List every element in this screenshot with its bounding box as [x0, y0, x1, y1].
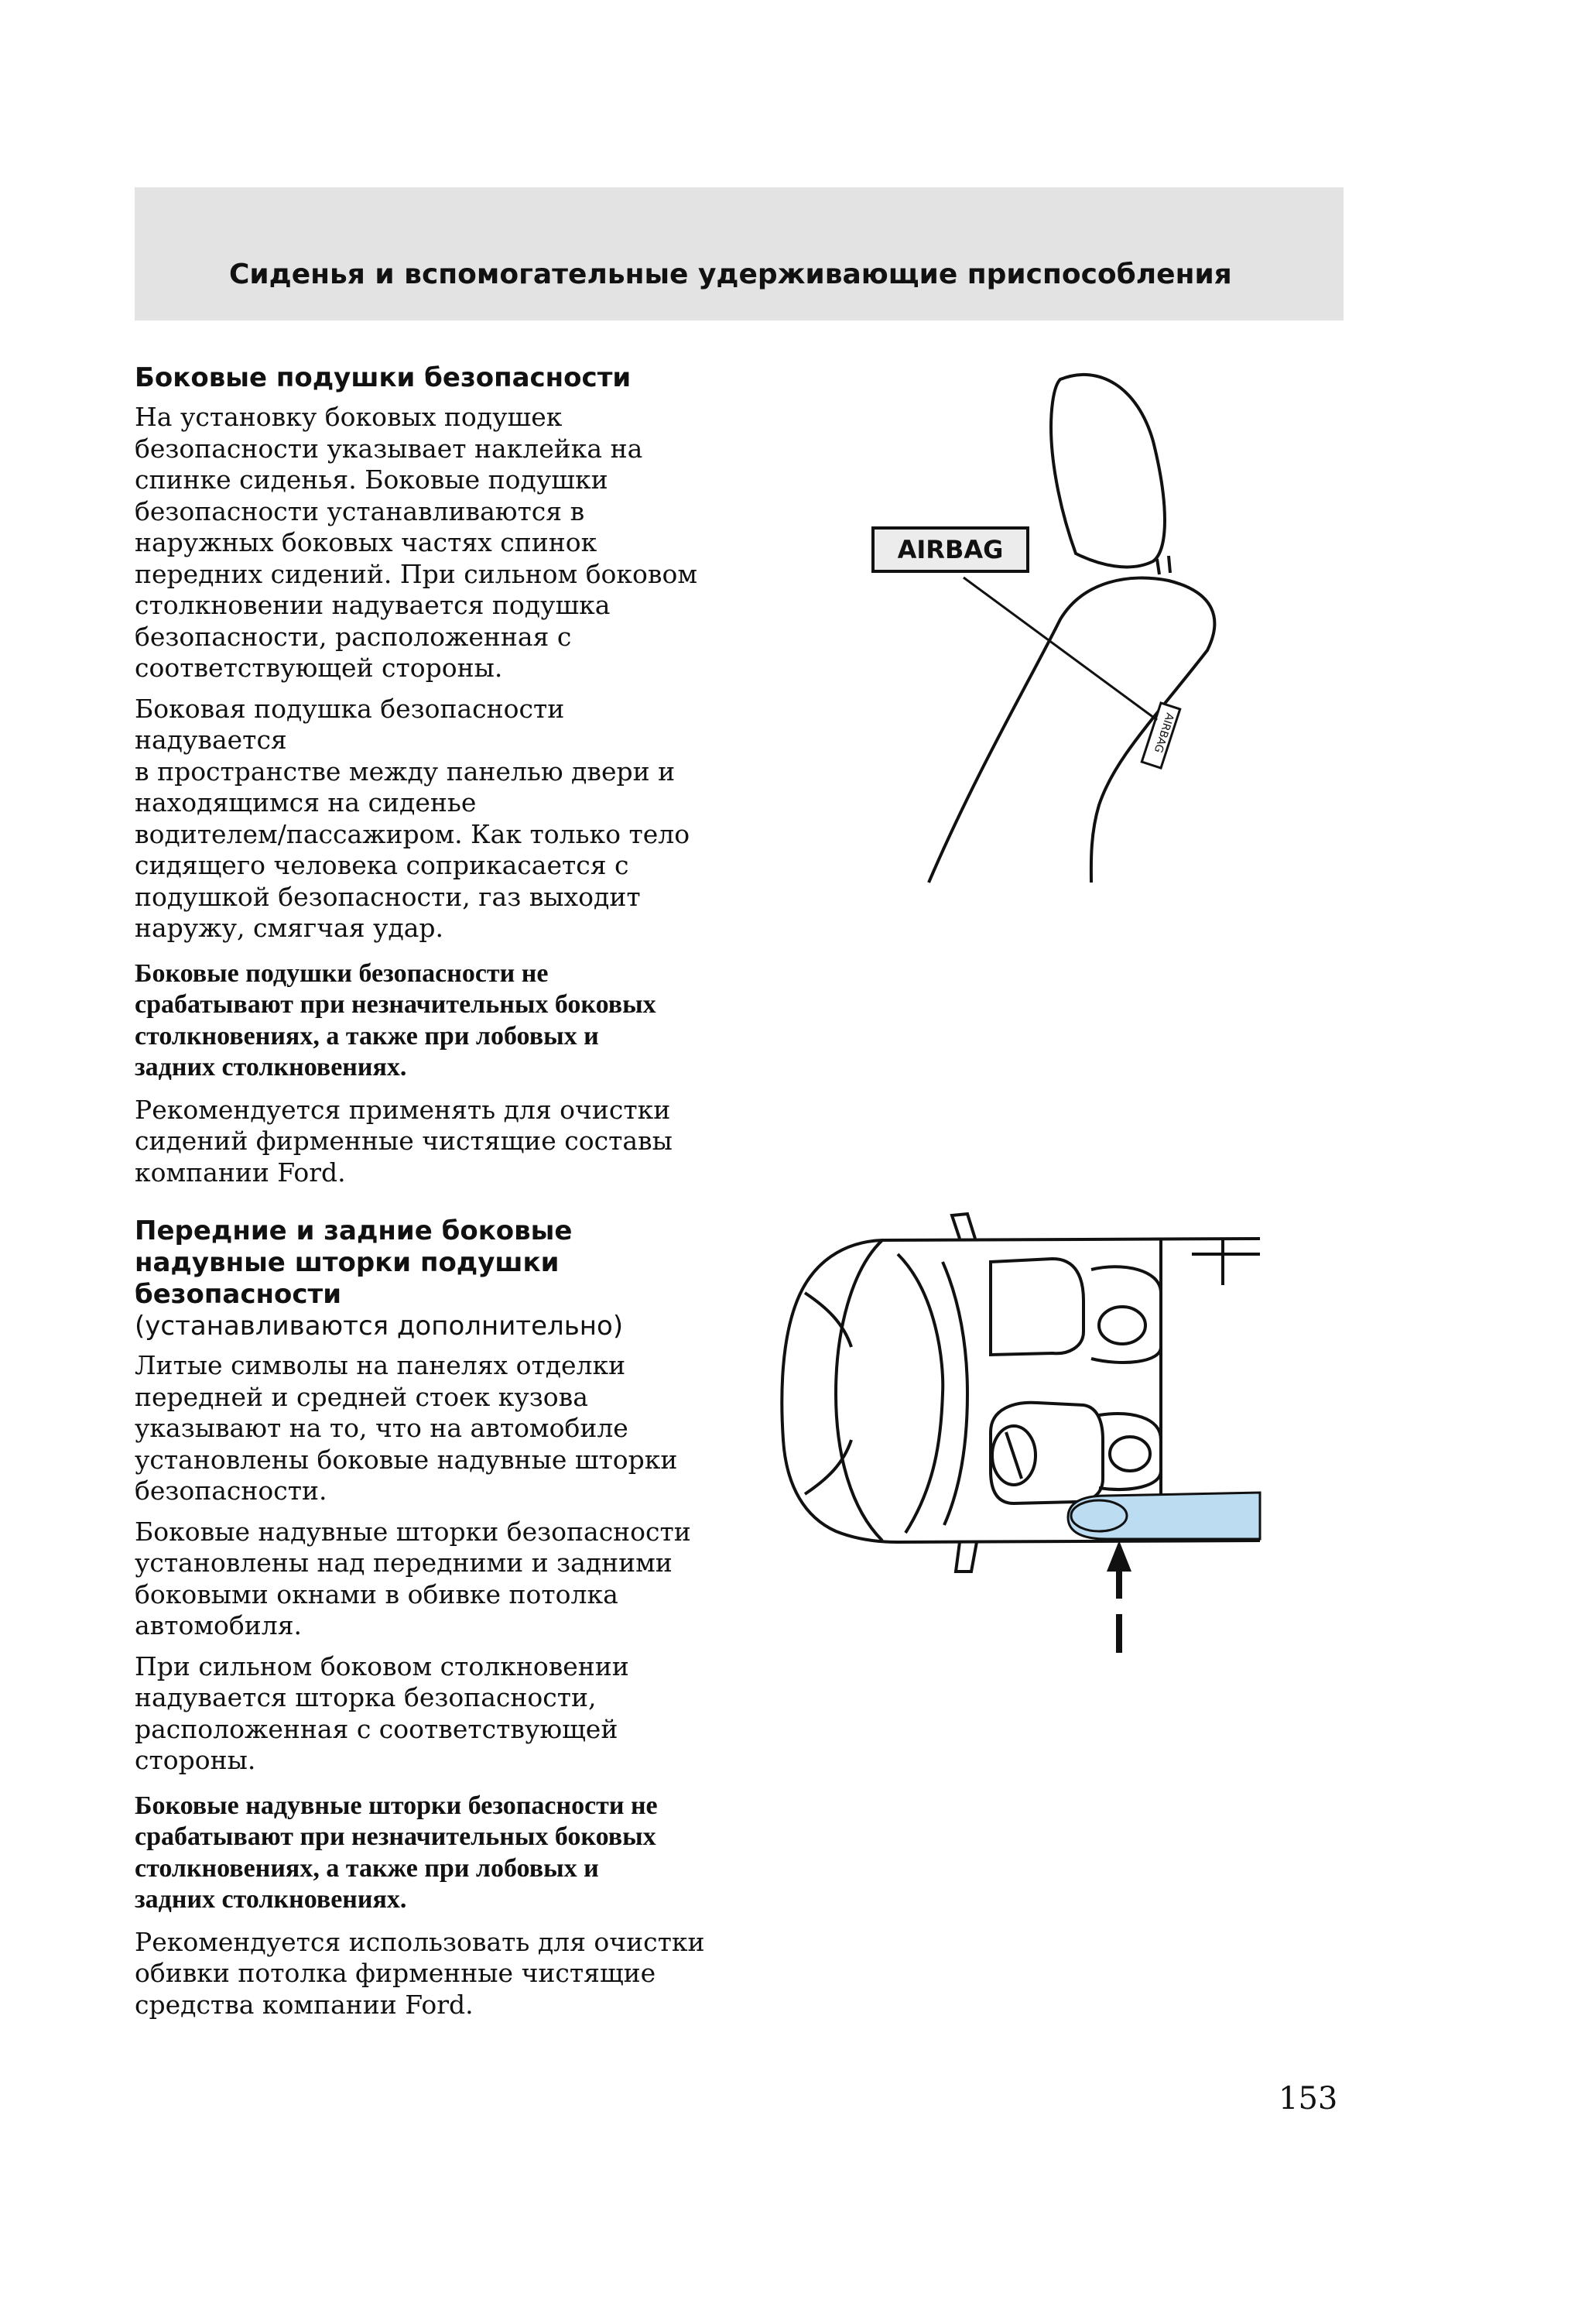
car-curtain-airbag-illustration: [758, 1208, 1261, 1672]
page-header-title: Сиденья и вспомогательные удерживающие приспособления: [229, 259, 1232, 290]
warning-text: Боковые подушки безопасности не срабатывают при незначительных боковых столкновениях, а также при лобовых и задних столкновениях.: [135, 958, 656, 1081]
section-subheading: (устанавливаются дополнительно): [135, 1311, 624, 1342]
paragraph: Боковая подушка безопасности надувается в пространстве между панелью двери и находящимся на сиденье водителем/пассажиром. Как только тело сидящего человека соприкасается с подушкой безопасности, газ выходит наружу, смягчая удар.: [135, 693, 690, 943]
paragraph: На установку боковых подушек безопасности указывает наклейка на спинке сиденья. Боковые подушки безопасности устанавливаются в наружных боковых частях спинок передних сидений. При сильном боковом столкновении надувается подушка безопасности, расположенная с соответствующей стороны.: [135, 402, 698, 683]
paragraph: Рекомендуется использовать для очистки обивки потолка фирменные чистящие средства компании Ford.: [135, 1926, 705, 2020]
warning-text: Боковые надувные шторки безопасности не срабатывают при незначительных боковых столкновениях, а также при лобовых и задних столкновениях.: [135, 1791, 658, 1914]
section-heading: Боковые подушки безопасности: [135, 362, 632, 393]
paragraph: Рекомендуется применять для очистки сидений фирменные чистящие составы компании Ford.: [135, 1094, 673, 1188]
section-side-airbags: [135, 362, 723, 1198]
seat-tag-text: AIRBAG: [1151, 711, 1176, 755]
page-number: 153: [1279, 2081, 1338, 2117]
paragraph: При сильном боковом столкновении надувается шторка безопасности, расположенная с соответствующей стороны.: [135, 1650, 629, 1775]
impact-arrow: [1107, 1541, 1131, 1653]
section-heading: Передние и задние боковые надувные шторки подушки безопасности: [135, 1215, 573, 1310]
airbag-label-box: [871, 526, 1029, 573]
seat-airbag-illustration: [844, 356, 1277, 898]
airbag-label-text: AIRBAG: [897, 535, 1004, 564]
header-band: [135, 187, 1344, 320]
section-curtain-airbags: [135, 1215, 723, 2030]
paragraph: Боковые надувные шторки безопасности установлены над передними и задними боковыми окнами в обивке потолка автомобиля.: [135, 1516, 691, 1640]
paragraph: Литые символы на панелях отделки передней и средней стоек кузова указывают на то, что на автомобиле установлены боковые надувные шторки безопасности.: [135, 1350, 678, 1506]
